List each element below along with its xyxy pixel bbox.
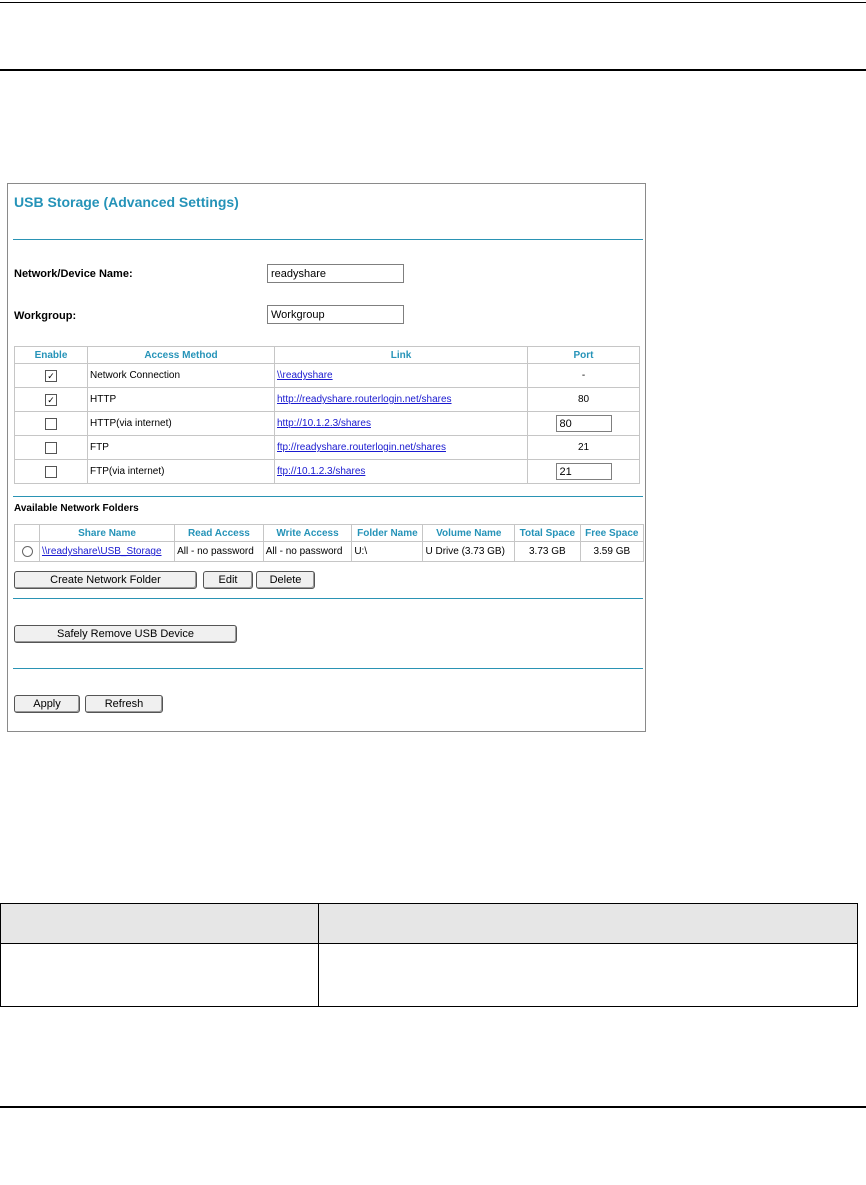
table-row — [15, 364, 640, 388]
header-rule — [0, 69, 866, 71]
col-volume-name: Volume Name — [423, 525, 515, 542]
remove-divider — [13, 668, 643, 669]
safely-remove-usb-button[interactable]: Safely Remove USB Device — [14, 625, 237, 643]
table-row — [15, 436, 640, 460]
access-method: Network Connection — [88, 364, 275, 388]
share-name-link[interactable]: \\readyshare\USB_Storage — [42, 546, 162, 557]
top-rule — [0, 2, 866, 3]
port-input[interactable]: 21 — [556, 463, 612, 480]
total-space: 3.73 GB — [515, 542, 581, 562]
title-divider — [13, 239, 643, 240]
folder-name: U:\ — [352, 542, 423, 562]
access-method: HTTP(via internet) — [88, 412, 275, 436]
port-input[interactable]: 80 — [556, 415, 612, 432]
network-device-name-input[interactable]: readyshare — [267, 264, 404, 283]
network-folders-table — [14, 524, 644, 562]
create-network-folder-button[interactable]: Create Network Folder — [14, 571, 197, 589]
col-select — [15, 525, 40, 542]
footer-rule — [0, 1106, 866, 1108]
enable-checkbox[interactable] — [45, 442, 57, 454]
read-access: All - no password — [175, 542, 264, 562]
col-read-access: Read Access — [175, 525, 264, 542]
free-space: 3.59 GB — [580, 542, 643, 562]
page-title: USB Storage (Advanced Settings) — [14, 194, 239, 210]
col-free-space: Free Space — [580, 525, 643, 542]
port-value: - — [528, 364, 640, 388]
access-divider — [13, 496, 643, 497]
workgroup-label: Workgroup: — [14, 310, 77, 322]
col-link: Link — [275, 347, 528, 364]
col-enable: Enable — [15, 347, 88, 364]
access-method: FTP(via internet) — [88, 460, 275, 484]
access-method-table — [14, 346, 640, 484]
table-row — [15, 388, 640, 412]
description-table — [0, 903, 858, 1007]
write-access: All - no password — [263, 542, 352, 562]
enable-checkbox[interactable]: ✓ — [45, 394, 57, 406]
enable-checkbox[interactable] — [45, 418, 57, 430]
usb-storage-panel — [7, 183, 646, 732]
apply-button[interactable]: Apply — [14, 695, 80, 713]
table-row — [15, 460, 640, 484]
folder-radio[interactable] — [22, 546, 33, 557]
description-table-header — [1, 904, 857, 944]
edit-button[interactable]: Edit — [203, 571, 253, 589]
col-share-name: Share Name — [40, 525, 175, 542]
refresh-button[interactable]: Refresh — [85, 695, 163, 713]
share-link[interactable]: ftp://readyshare.routerlogin.net/shares — [277, 442, 446, 453]
network-device-name-label: Network/Device Name: — [14, 268, 133, 280]
col-access-method: Access Method — [88, 347, 275, 364]
table-row — [15, 542, 644, 562]
col-total-space: Total Space — [515, 525, 581, 542]
port-value: 21 — [528, 436, 640, 460]
col-folder-name: Folder Name — [352, 525, 423, 542]
access-method: HTTP — [88, 388, 275, 412]
share-link[interactable]: \\readyshare — [277, 370, 333, 381]
share-link[interactable]: http://10.1.2.3/shares — [277, 418, 371, 429]
enable-checkbox[interactable]: ✓ — [45, 370, 57, 382]
delete-button[interactable]: Delete — [256, 571, 315, 589]
workgroup-input[interactable]: Workgroup — [267, 305, 404, 324]
access-method: FTP — [88, 436, 275, 460]
available-folders-heading: Available Network Folders — [14, 503, 139, 514]
table-row — [15, 412, 640, 436]
folders-divider — [13, 598, 643, 599]
share-link[interactable]: http://readyshare.routerlogin.net/shares — [277, 394, 452, 405]
col-write-access: Write Access — [263, 525, 352, 542]
volume-name: U Drive (3.73 GB) — [423, 542, 515, 562]
share-link[interactable]: ftp://10.1.2.3/shares — [277, 466, 366, 477]
column-divider — [318, 904, 319, 1006]
col-port: Port — [528, 347, 640, 364]
enable-checkbox[interactable] — [45, 466, 57, 478]
port-value: 80 — [528, 388, 640, 412]
